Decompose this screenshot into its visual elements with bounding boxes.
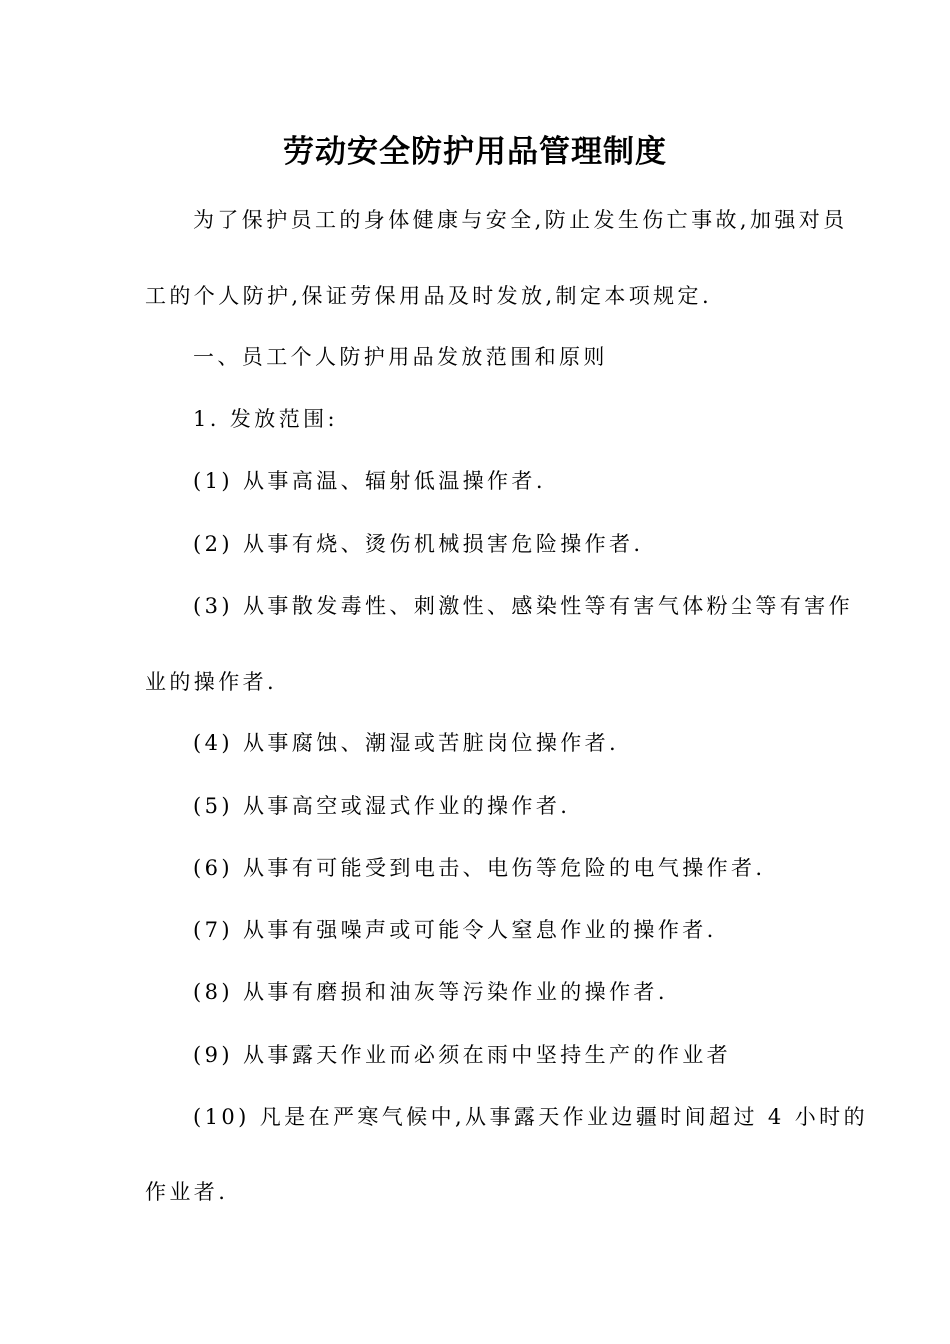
intro-paragraph-line-1: 为了保护员工的身体健康与安全,防止发生伤亡事故,加强对员 [193,208,848,232]
subsection-heading: 1. 发放范围: [193,407,338,431]
document-title: 劳动安全防护用品管理制度 [283,134,667,170]
list-item: (4) 从事腐蚀、潮湿或苦脏岗位操作者. [193,731,620,755]
list-item: (10) 凡是在严寒气候中,从事露天作业边疆时间超过 4 小时的 [193,1105,868,1129]
list-item: (8) 从事有磨损和油灰等污染作业的操作者. [193,980,668,1004]
list-item: (5) 从事高空或湿式作业的操作者. [193,794,571,818]
list-item: (7) 从事有强噪声或可能令人窒息作业的操作者. [193,918,717,942]
list-item: (6) 从事有可能受到电击、电伤等危险的电气操作者. [193,856,766,880]
list-item: (3) 从事散发毒性、刺激性、感染性等有害气体粉尘等有害作 [193,594,854,618]
list-item: (9) 从事露天作业而必须在雨中坚持生产的作业者 [193,1043,732,1067]
section-heading: 一、员工个人防护用品发放范围和原则 [193,345,608,369]
list-item: (2) 从事有烧、烫伤机械损害危险操作者. [193,532,644,556]
list-item-continuation: 作业者. [145,1180,229,1204]
list-item: (1) 从事高温、辐射低温操作者. [193,469,546,493]
intro-paragraph-line-2: 工的个人防护,保证劳保用品及时发放,制定本项规定. [145,284,713,308]
list-item-continuation: 业的操作者. [145,670,278,694]
